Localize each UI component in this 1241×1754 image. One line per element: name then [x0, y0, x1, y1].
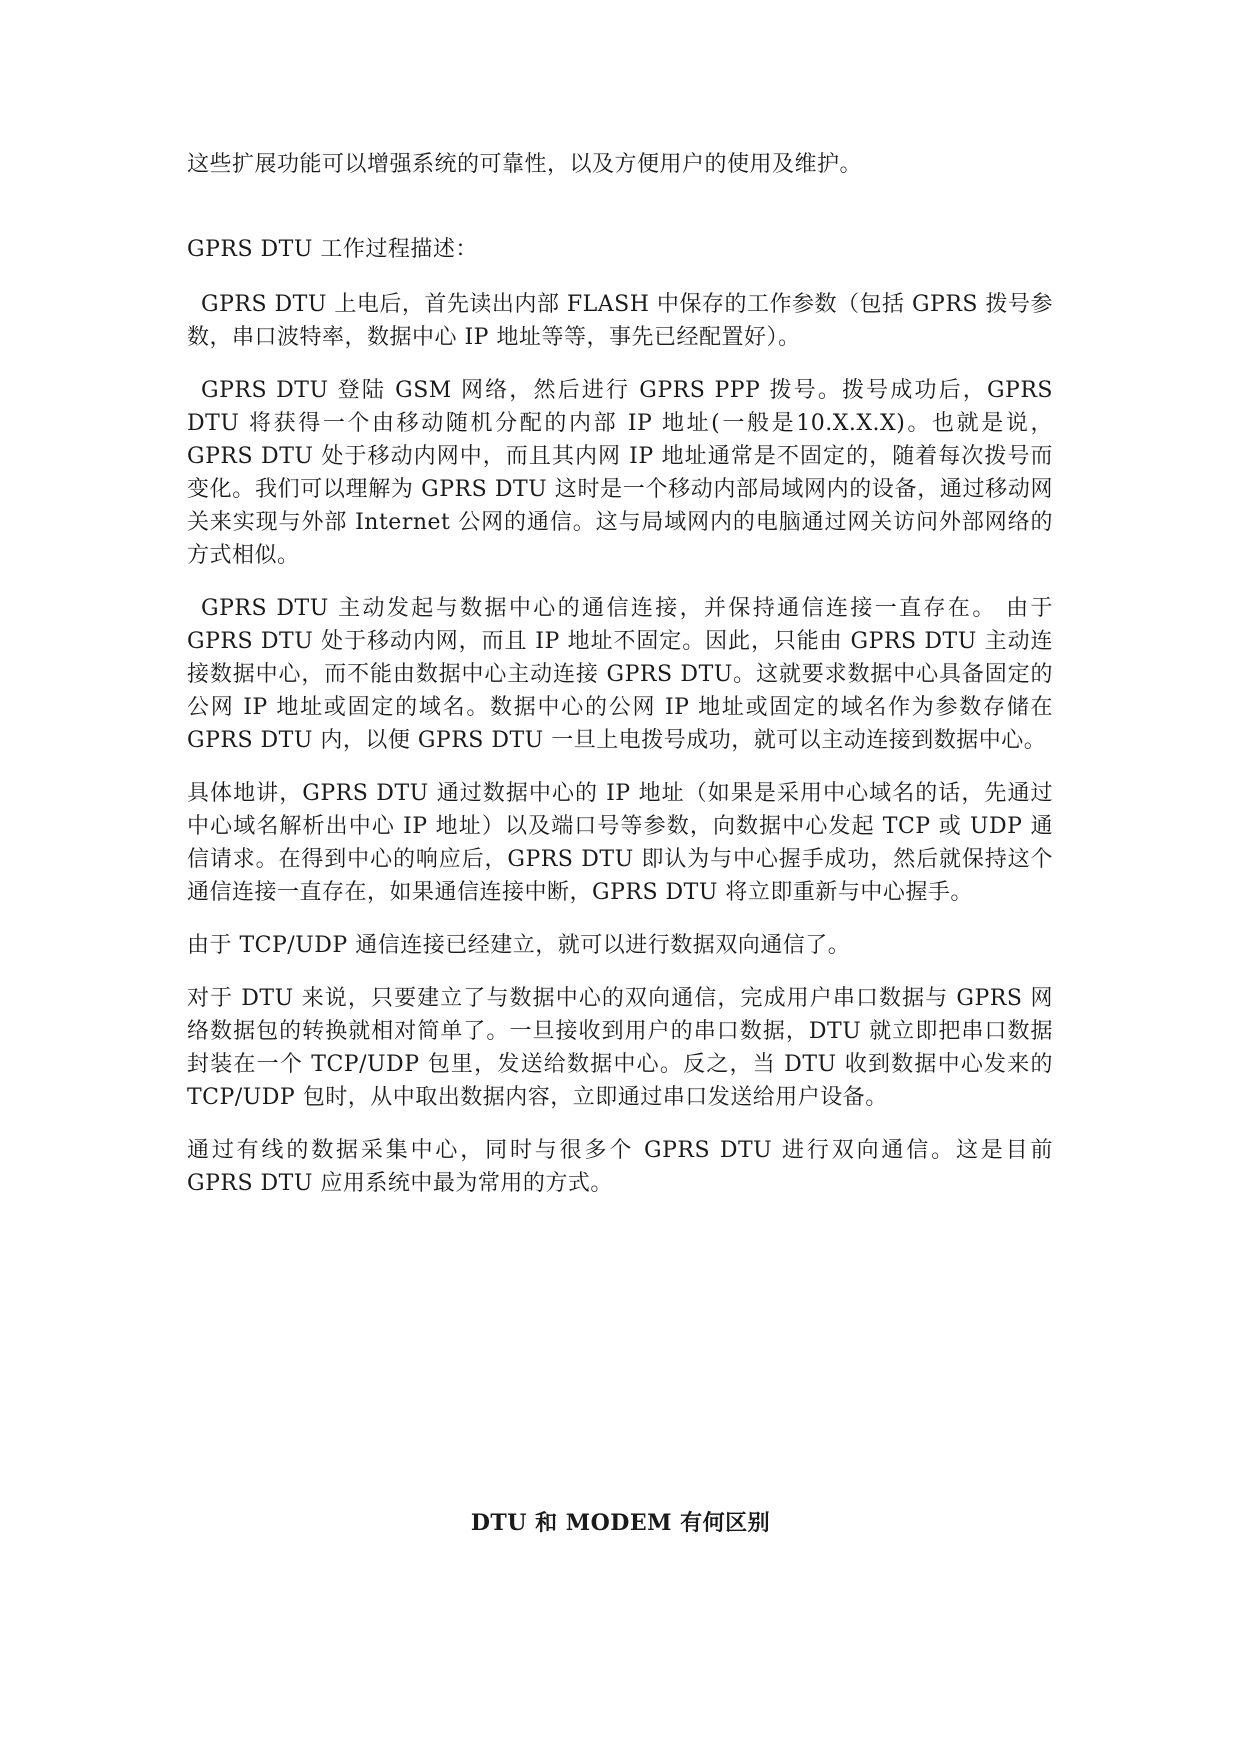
document-body	[187, 148, 1053, 1200]
paragraph-bidirectional: 由于 TCP/UDP 通信连接已经建立，就可以进行数据双向通信了。	[187, 933, 851, 958]
paragraph-wired-center: 通过有线的数据采集中心，同时与很多个 GPRS DTU 进行双向通信。这是目前 GPRS DTU 应用系统中最为常用的方式。	[187, 1138, 1053, 1196]
paragraph-connection: GPRS DTU 主动发起与数据中心的通信连接，并保持通信连接一直存在。 由于 GPRS DTU 处于移动内网，而且 IP 地址不固定。因此，只能由 GPRS DTU 主动连接数据中心，而不能由数据中心主动连接 GPRS DTU。这就要求数据中心具备固定的公网 IP 地址或固定的域名。数据中心的公网 IP 地址或固定的域名作为参数存储在 GPRS DTU 内，以便 GPRS DTU 一旦上电拨号成功，就可以主动连接到数据中心。	[187, 596, 1053, 753]
paragraph-handshake: 具体地讲，GPRS DTU 通过数据中心的 IP 地址（如果是采用中心域名的话，先通过中心域名解析出中心 IP 地址）以及端口号等参数，向数据中心发起 TCP 或 UDP 通信请求。在得到中心的响应后，GPRS DTU 即认为与中心握手成功，然后就保持这个通信连接一直存在，如果通信连接中断，GPRS DTU 将立即重新与中心握手。	[187, 781, 1053, 905]
paragraph-gsm-login: GPRS DTU 登陆 GSM 网络，然后进行 GPRS PPP 拨号。拨号成功后，GPRS DTU 将获得一个由移动随机分配的内部 IP 地址(一般是10.X.X.X)。也就是说，GPRS DTU 处于移动内网中，而且其内网 IP 地址通常是不固定的，随着每次拨号而变化。我们可以理解为 GPRS DTU 这时是一个移动内部局域网内的设备，通过移动网关来实现与外部 Internet 公网的通信。这与局域网内的电脑通过网关访问外部网络的方式相似。	[187, 378, 1053, 568]
paragraph-intro: 这些扩展功能可以增强系统的可靠性，以及方便用户的使用及维护。	[187, 152, 863, 177]
paragraph-power-on: GPRS DTU 上电后，首先读出内部 FLASH 中保存的工作参数（包括 GPRS 拨号参数，串口波特率，数据中心 IP 地址等等，事先已经配置好）。	[187, 292, 1053, 350]
paragraph-heading: GPRS DTU 工作过程描述：	[187, 237, 478, 262]
paragraph-serial-conversion: 对于 DTU 来说，只要建立了与数据中心的双向通信，完成用户串口数据与 GPRS 网络数据包的转换就相对简单了。一旦接收到用户的串口数据，DTU 就立即把串口数据封装在一个 TCP/UDP 包里，发送给数据中心。反之，当 DTU 收到数据中心发来的 TCP/UDP 包时，从中取出数据内容，立即通过串口发送给用户设备。	[187, 986, 1053, 1110]
section-title: DTU 和 MODEM 有何区别	[470, 1510, 771, 1536]
